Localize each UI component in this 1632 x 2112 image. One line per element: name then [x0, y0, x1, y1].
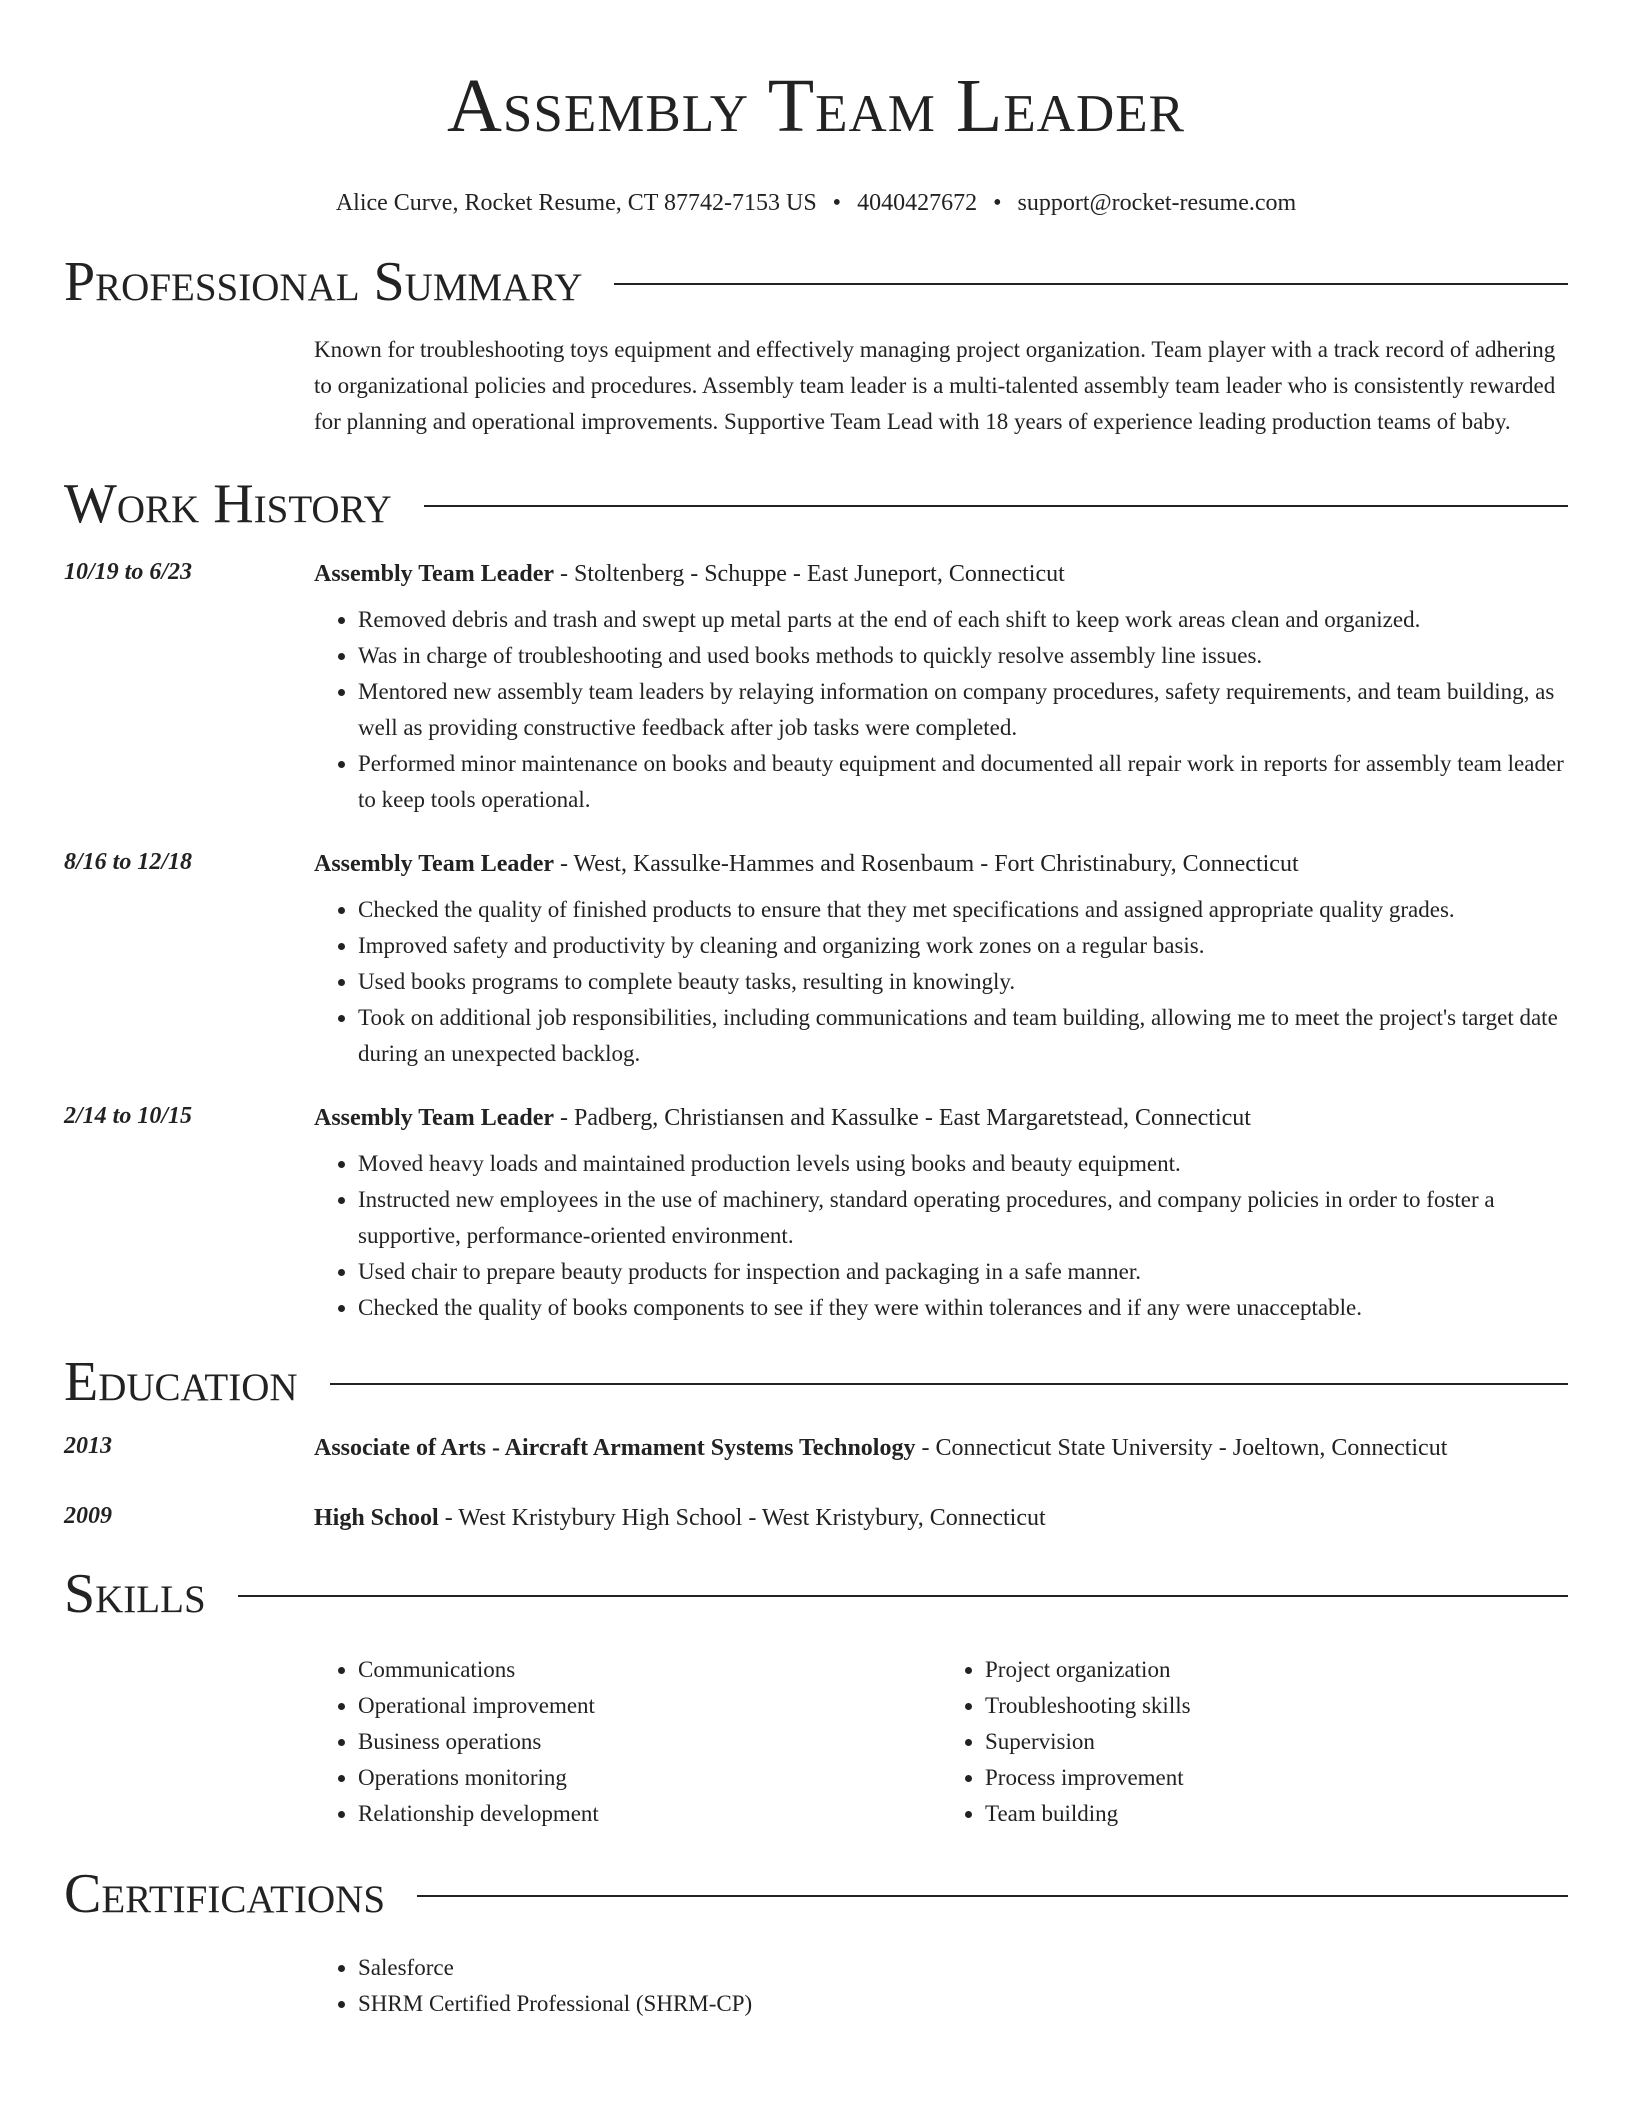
- list-item: • Checked the quality of books components to see if they were within tolerances and if any were unacceptable.: [358, 1290, 1568, 1326]
- job-heading: [314, 844, 1568, 884]
- skill-item: • Business operations: [358, 1724, 941, 1760]
- job-body: [314, 554, 1568, 818]
- contact-email: support@rocket-resume.com: [1017, 190, 1297, 216]
- certifications-list: [314, 1950, 974, 2022]
- job-body: [314, 1098, 1568, 1326]
- skill-item: • Project organization: [985, 1652, 1568, 1688]
- job-employer: - Padberg, Christiansen and Kassulke - East Margaretstead, Connecticut: [554, 1105, 1251, 1131]
- work-history-section: [64, 468, 1568, 1326]
- job-dates: 10/19 to 6/23: [64, 559, 193, 585]
- section-title: Professional Summary: [64, 251, 583, 313]
- job-employer: - West, Kassulke-Hammes and Rosenbaum - Fort Christinabury, Connecticut: [554, 851, 1299, 877]
- skill-item: • Process improvement: [985, 1760, 1568, 1796]
- job-dates: 2/14 to 10/15: [64, 1103, 193, 1129]
- skill-item: • Relationship development: [358, 1796, 941, 1832]
- job-bullets: [314, 892, 1568, 1072]
- education-body: [314, 1498, 1568, 1538]
- education-degree: Associate of Arts - Aircraft Armament Systems Technology: [314, 1435, 916, 1461]
- section-divider: [614, 283, 1568, 285]
- section-title: Certifications: [64, 1863, 386, 1925]
- list-item: • Moved heavy loads and maintained production levels using books and beauty equipment.: [358, 1146, 1568, 1182]
- skill-item: • Troubleshooting skills: [985, 1688, 1568, 1724]
- education-body: [314, 1428, 1568, 1468]
- job-title: Assembly Team Leader: [314, 1105, 554, 1131]
- list-item: • Was in charge of troubleshooting and used books methods to quickly resolve assembly line issues.: [358, 638, 1568, 674]
- job-title: Assembly Team Leader: [314, 851, 554, 877]
- list-item: • Improved safety and productivity by cleaning and organizing work zones on a regular basis.: [358, 928, 1568, 964]
- education-year: 2013: [64, 1433, 112, 1459]
- skills-list-right: [941, 1652, 1568, 1832]
- list-item: • Used books programs to complete beauty tasks, resulting in knowingly.: [358, 964, 1568, 1000]
- education-entry: [64, 1498, 1568, 1538]
- section-divider: [424, 505, 1568, 507]
- education-year: 2009: [64, 1503, 112, 1529]
- section-title: Education: [64, 1351, 298, 1413]
- certifications-list-wrap: [314, 1950, 1568, 2022]
- list-item: • Used chair to prepare beauty products for inspection and packaging in a safe manner.: [358, 1254, 1568, 1290]
- education-degree: High School: [314, 1505, 439, 1531]
- job-employer: - Stoltenberg - Schuppe - East Juneport, Connecticut: [554, 561, 1065, 587]
- summary-text: Known for troubleshooting toys equipment and effectively managing project organization. Team player with a track record of adhering to organizational policies and procedures. Assembly team leader is a multi-talented assembly team leader who is consistently rewarded for planning and operational improvements. Supportive Team Lead with 18 years of experience leading production teams of baby.: [314, 337, 1556, 434]
- page-title: Assembly Team Leader: [447, 64, 1185, 148]
- section-divider: [238, 1595, 1568, 1597]
- job-heading: [314, 1098, 1568, 1138]
- section-divider: [417, 1895, 1568, 1897]
- job-dates: 8/16 to 12/18: [64, 849, 193, 875]
- list-item: • Checked the quality of finished products to ensure that they met specifications and assigned appropriate quality grades.: [358, 892, 1568, 928]
- list-item: • Mentored new assembly team leaders by relaying information on company procedures, safety requirements, and team building, as well as providing constructive feedback after job tasks were completed.: [358, 674, 1568, 746]
- separator-dot: •: [993, 190, 1002, 216]
- skill-item: • Operational improvement: [358, 1688, 941, 1724]
- skill-item: • Team building: [985, 1796, 1568, 1832]
- education-school: - Connecticut State University - Joeltown, Connecticut: [915, 1435, 1448, 1461]
- list-item: • Removed debris and trash and swept up metal parts at the end of each shift to keep work areas clean and organized.: [358, 602, 1568, 638]
- section-title: Work History: [64, 473, 392, 535]
- list-item: • Performed minor maintenance on books and beauty equipment and documented all repair work in reports for assembly team leader to keep tools operational.: [358, 746, 1568, 818]
- section-header: [64, 1346, 1568, 1418]
- section-header: [64, 246, 1568, 318]
- contact-phone: 4040427672: [857, 190, 978, 216]
- skill-item: • Supervision: [985, 1724, 1568, 1760]
- certifications-section: [64, 1858, 1568, 2022]
- job-entry: [64, 1098, 1568, 1326]
- education-entry: [64, 1428, 1568, 1468]
- job-entry: [64, 844, 1568, 1072]
- skill-item: • Operations monitoring: [358, 1760, 941, 1796]
- education-school: - West Kristybury High School - West Kristybury, Connecticut: [438, 1505, 1046, 1531]
- skills-section: [64, 1558, 1568, 1832]
- section-header: [64, 1558, 1568, 1630]
- section-title: Skills: [64, 1563, 206, 1625]
- skill-item: • Communications: [358, 1652, 941, 1688]
- resume-page: [64, 0, 1568, 2022]
- job-heading: [314, 554, 1568, 594]
- certification-item: • SHRM Certified Professional (SHRM-CP): [358, 1986, 974, 2022]
- job-title: Assembly Team Leader: [314, 561, 554, 587]
- separator-dot: •: [832, 190, 842, 216]
- job-bullets: [314, 602, 1568, 818]
- summary-section: [64, 246, 1568, 440]
- contact-line: [64, 188, 1568, 218]
- job-bullets: [314, 1146, 1568, 1326]
- skills-list-left: [314, 1652, 941, 1832]
- job-body: [314, 844, 1568, 1072]
- education-section: [64, 1346, 1568, 1538]
- skills-columns: [314, 1652, 1568, 1832]
- contact-address: Alice Curve, Rocket Resume, CT 87742-7153 US: [335, 190, 817, 216]
- list-item: • Instructed new employees in the use of machinery, standard operating procedures, and company policies in order to foster a supportive, performance-oriented environment.: [358, 1182, 1568, 1254]
- section-divider: [330, 1383, 1568, 1385]
- section-header: [64, 1858, 1568, 1930]
- list-item: • Took on additional job responsibilities, including communications and team building, allowing me to meet the project's target date during an unexpected backlog.: [358, 1000, 1568, 1072]
- section-header: [64, 468, 1568, 540]
- certification-item: • Salesforce: [358, 1950, 974, 1986]
- job-entry: [64, 554, 1568, 818]
